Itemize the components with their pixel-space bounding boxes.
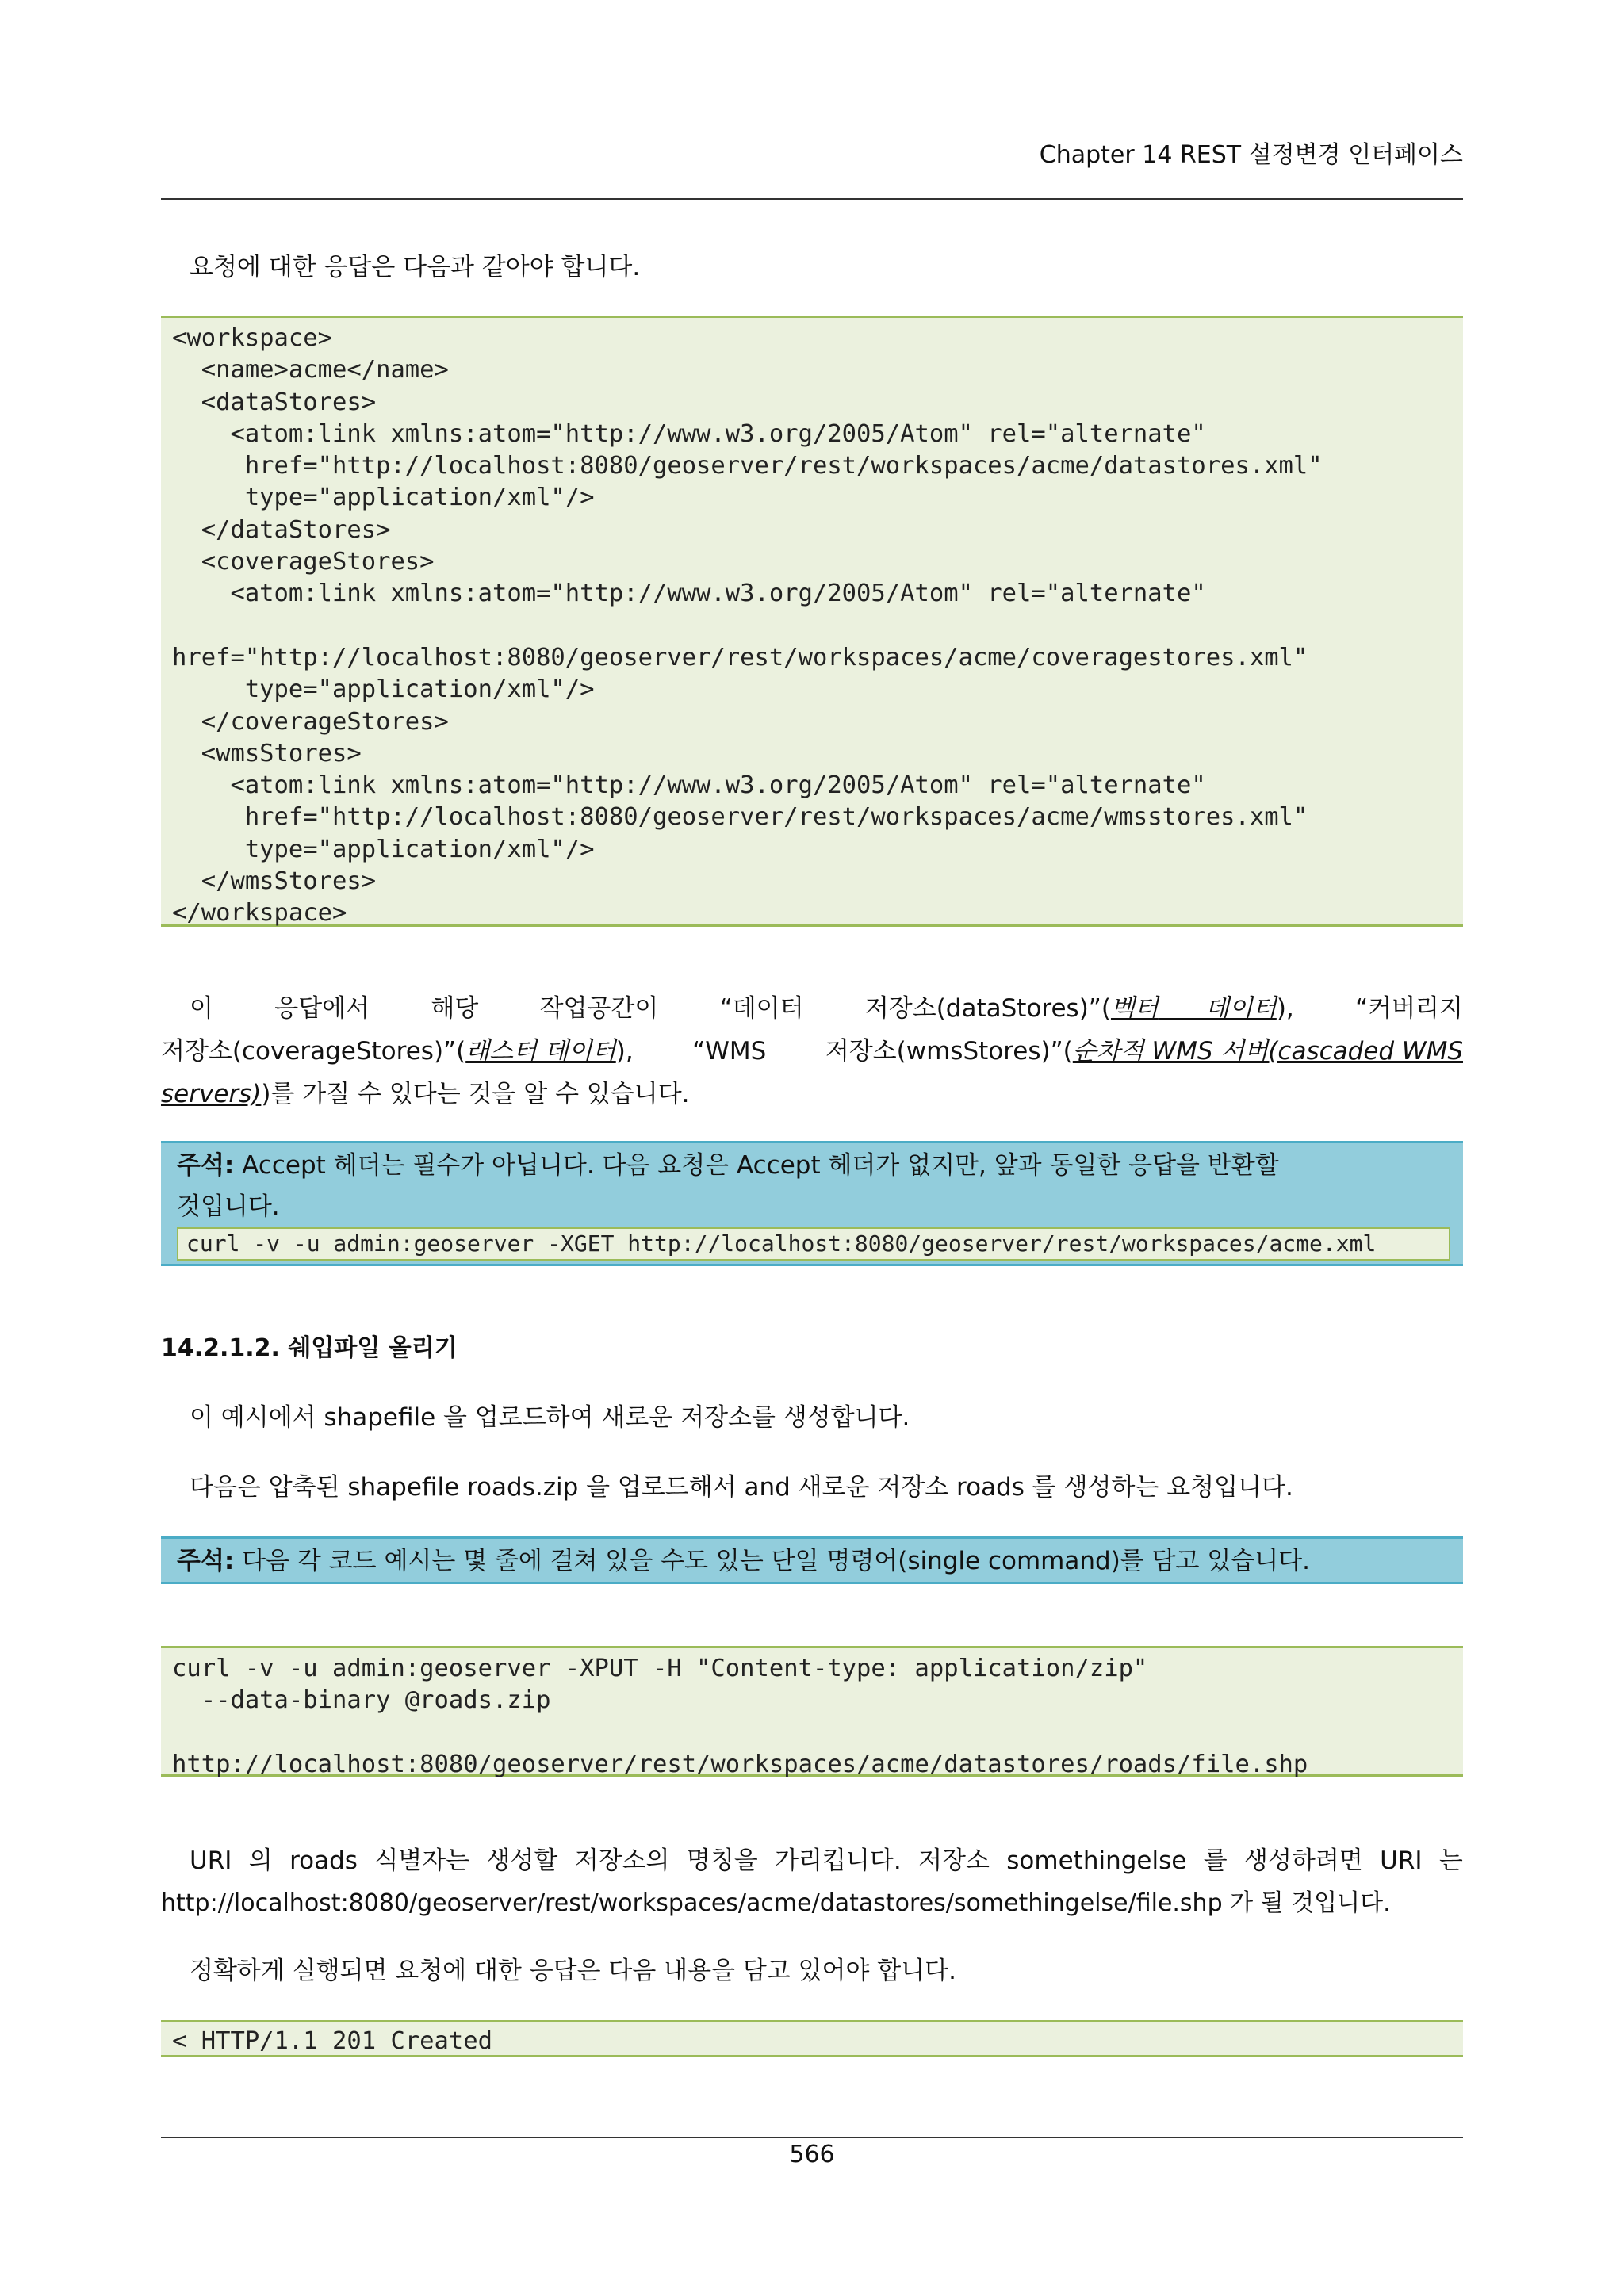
- datastores-label: 저장소(dataStores)”(: [864, 994, 1111, 1023]
- word: 작업공간이: [539, 994, 659, 1023]
- explanation-line-2: [161, 1030, 1463, 1073]
- note-box-single-command: [161, 1536, 1463, 1584]
- explanation-line-3: servers))를 가질 수 있다는 것을 알 수 있습니다.: [161, 1080, 690, 1108]
- word: “WMS: [692, 1037, 767, 1066]
- word: 이: [190, 994, 213, 1023]
- note-label: 주석:: [177, 1151, 235, 1180]
- explanation-line-1: [161, 987, 1463, 1030]
- note-text-line-1: 주석: Accept 헤더는 필수가 아닙니다. 다음 요청은 Accept 헤더가 없지만, 앞과 동일한 응답을 반환할: [177, 1151, 1279, 1180]
- note-text: 다음 각 코드 예시는 몇 줄에 걸쳐 있을 수도 있는 단일 명령어(single command)를 담고 있습니다.: [242, 1547, 1310, 1575]
- uri-line-1: URI 의 roads 식별자는 생성할 저장소의 명칭을 가리킵니다. 저장소 somethingelse 를 생성하려면 URI 는: [190, 1846, 1463, 1875]
- header-rule: [161, 198, 1463, 200]
- cascaded-term: 순차적 WMS 서버(cascaded WMS: [1072, 1037, 1463, 1066]
- note-label: 주석:: [177, 1547, 235, 1575]
- note-text-line-2: 것입니다.: [177, 1192, 280, 1221]
- raster-term: 래스터 데이터: [465, 1037, 616, 1066]
- code-curl-text: curl -v -u admin:geoserver -XPUT -H "Content-type: application/zip" --data-binary @roads.zip http://localhost:8080/geoserver/rest/workspaces/acme/datastores/roads/file.shp: [172, 1655, 1308, 1778]
- shapefile-paragraph-2: 다음은 압축된 shapefile roads.zip 을 업로드해서 and 새로운 저장소 roads 를 생성하는 요청입니다.: [190, 1473, 1293, 1502]
- word: “커버리지: [1355, 994, 1463, 1023]
- word: 응답에서: [274, 994, 370, 1023]
- code-block-curl: [161, 1646, 1463, 1777]
- success-paragraph: 정확하게 실행되면 요청에 대한 응답은 다음 내용을 담고 있어야 합니다.: [190, 1957, 956, 1985]
- note-code: curl -v -u admin:geoserver -XGET http://localhost:8080/geoserver/rest/workspaces/acme.xml: [177, 1227, 1450, 1261]
- intro-paragraph: 요청에 대한 응답은 다음과 같아야 합니다.: [190, 253, 641, 281]
- coverage-phrase: 저장소(coverageStores)”(래스터 데이터),: [161, 1037, 634, 1066]
- servers-term: servers): [161, 1080, 262, 1108]
- section-heading: 14.2.1.2. 쉐입파일 올리기: [161, 1334, 458, 1362]
- uri-line-2: http://localhost:8080/geoserver/rest/workspaces/acme/datastores/somethingelse/file.shp 가 될 것입니다.: [161, 1889, 1391, 1917]
- vector-term: 벡터 데이터: [1110, 994, 1277, 1023]
- explanation-paragraph: [161, 987, 1463, 1115]
- code-response-text: < HTTP/1.1 201 Created: [172, 2027, 492, 2055]
- note-box-accept: [161, 1141, 1463, 1266]
- footer-rule: [161, 2137, 1463, 2138]
- code-block-workspace: [161, 316, 1463, 927]
- code-workspace-text: <workspace> <name>acme</name> <dataStores> <atom:link xmlns:atom="http://www.w3.org/2005/Atom" rel="alternate" href="http://localhost:8080/geoserver/rest/workspaces/acme/datastores.xml" type="application/xml"/> </dataStores> <coverageStores> <atom:link xmlns:atom="http://www.w3.org/2005/Atom" rel="alternate" href="http://localhost:8080/geoserver/rest/workspaces/acme/coveragestores.xml" type="application/xml"/> </coverageStores> <wmsStores> <atom:link xmlns:atom="http://www.w3.org/2005/Atom" rel="alternate" href="http://localhost:8080/geoserver/rest/workspaces/acme/wmsstores.xml" type="application/xml"/> </wmsStores> </workspace>: [172, 324, 1323, 928]
- word: 해당: [431, 994, 479, 1023]
- wms-phrase: 저장소(wmsStores)”(순차적 WMS 서버(cascaded WMS: [825, 1037, 1463, 1066]
- code-block-response: [161, 2020, 1463, 2057]
- page-number: 566: [789, 2141, 835, 2168]
- word: “데이터: [719, 994, 804, 1023]
- chapter-header: Chapter 14 REST 설정변경 인터페이스: [1039, 141, 1463, 169]
- shapefile-paragraph-1: 이 예시에서 shapefile 을 업로드하여 새로운 저장소를 생성합니다.: [190, 1403, 910, 1432]
- uri-paragraph: [161, 1839, 1463, 1925]
- word-datastores: 저장소(dataStores)”(벡터 데이터),: [864, 994, 1294, 1023]
